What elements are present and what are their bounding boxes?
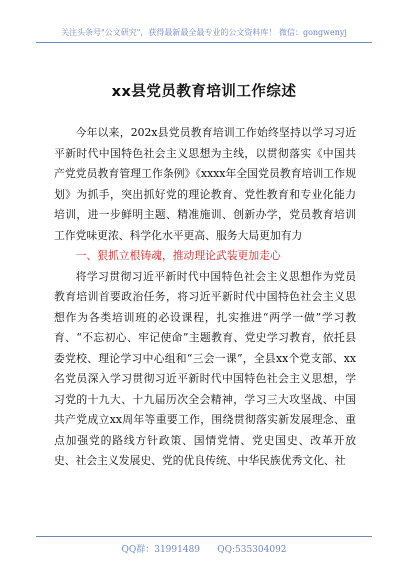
footer-contact <box>36 542 372 555</box>
header-promo-text: 关注头条号"公文研究"，获得最新最全最专业的公文资料库！ 微信：gongwenyj <box>61 28 347 37</box>
qq-group-label: QQ群： <box>121 545 155 555</box>
intro-paragraph: 今年以来，202x县党员教育培训工作始终坚持以学习习近平新时代中国特色社会主义思想为主线，以贯彻落实《中国共产党党员教育管理工作条例》《xxxx年全国党员教育培训工作规划》为抓手，突出抓好党的理论教育、党性教育和专业化能力培训，进一步鲜明主题、精准施训、创新办学，党员教育培训工作党味更浓、科学化水平更高、服务大局更加有力 <box>54 126 356 242</box>
document-body <box>54 123 356 472</box>
page-header <box>36 18 372 44</box>
document-title: xx县党员教育培训工作综述 <box>111 84 297 100</box>
qq-group-number: 31991489 <box>154 545 201 555</box>
header-rule <box>36 42 372 43</box>
qq-number: 535304092 <box>235 545 287 555</box>
section-1-paragraph: 将学习贯彻习近平新时代中国特色社会主义思想作为党员教育培训首要政治任务，将习近平新时代中国特色社会主义思想作为各类培训班的必设课程，扎实推进“两学一做”学习教育、“不忘初心、牢记使命”主题教育、党史学习教育，依托县委党校、理论学习中心组和“三会一课”，全县xx个党支部、xx名党员深入学习贯彻习近平新时代中国特色社会主义思想，学习党的十九大、十九届历次全会精神，学习三大攻坚战、中国共产党成立xx周年等重要工作，围绕贯彻落实新发展理念、重点加强党的路线方针政策、国情党情、党史国史、改革开放史、社会主义发展史、党的优良传统、中华民族优秀文化、社 <box>54 269 356 467</box>
section-1-heading: 一、狠抓立根铸魂，推动理论武装更加走心 <box>75 249 281 262</box>
page-footer <box>36 536 372 562</box>
qq-label: QQ: <box>217 545 235 555</box>
footer-rule <box>36 536 372 537</box>
